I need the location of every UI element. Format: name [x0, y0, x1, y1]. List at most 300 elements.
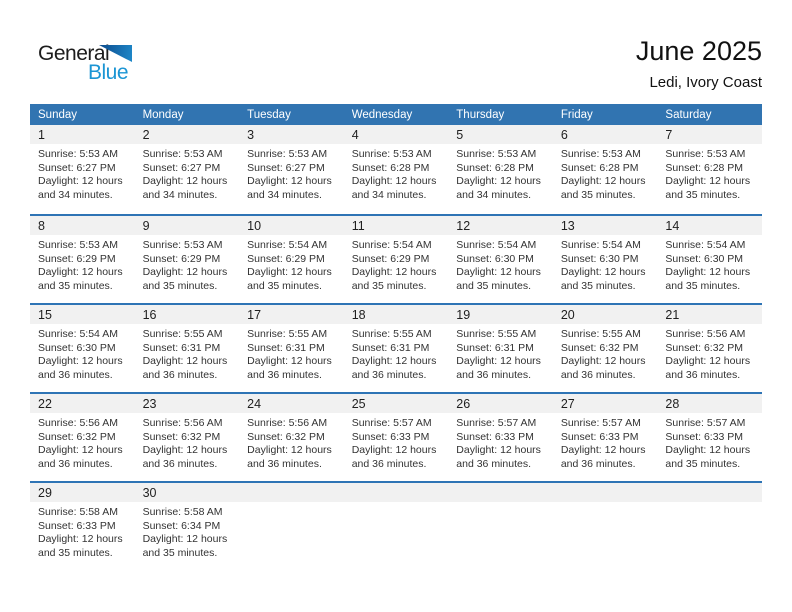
day-number: 27	[560, 397, 575, 411]
sunset-label: Sunset:	[142, 341, 179, 354]
weeks-container	[30, 125, 762, 570]
sunrise-label: Sunrise:	[351, 328, 391, 340]
sunrise-line	[143, 417, 232, 431]
sunrise-value: 5:55 AM	[393, 328, 432, 340]
day-info	[553, 413, 658, 471]
day-number: 19	[456, 308, 471, 322]
sunrise-value: 5:55 AM	[288, 328, 328, 340]
day-info	[448, 324, 553, 382]
sunrise-line	[143, 148, 232, 162]
day-number-band	[448, 125, 553, 144]
daylight-value: 12 hours and 35 minutes.	[38, 266, 123, 292]
daylight-label: Daylight:	[247, 355, 288, 367]
daylight-value: 12 hours and 35 minutes.	[456, 266, 541, 292]
sunrise-value: 5:53 AM	[79, 239, 118, 251]
calendar-table	[30, 104, 762, 570]
daylight-label: Daylight:	[142, 175, 184, 187]
day-info	[135, 235, 240, 293]
day-info	[344, 413, 449, 471]
day-cell-9	[135, 216, 240, 303]
sunrise-line	[352, 417, 441, 431]
sunset-line	[352, 253, 441, 267]
sunrise-line	[561, 417, 650, 431]
day-info	[30, 502, 135, 560]
day-cell-20	[553, 305, 658, 392]
sunrise-label: Sunrise:	[38, 239, 77, 251]
sunrise-value: 5:54 AM	[79, 328, 118, 340]
day-info	[657, 413, 762, 471]
sunset-label: Sunset:	[560, 161, 597, 174]
day-number: 16	[142, 308, 157, 322]
sunset-label: Sunset:	[142, 519, 179, 532]
sunset-line	[38, 520, 127, 534]
weekday-header-thursday: Thursday	[456, 108, 505, 121]
sunrise-label: Sunrise:	[665, 148, 704, 160]
weekday-header-monday: Monday	[142, 108, 184, 121]
day-info	[657, 235, 762, 293]
sunrise-line	[143, 239, 232, 253]
sunset-label: Sunset:	[560, 341, 597, 354]
day-number: 28	[665, 397, 680, 411]
sunset-value: 6:31 PM	[285, 341, 325, 354]
day-cell-26	[448, 394, 553, 481]
weekday-header-tuesday: Tuesday	[247, 108, 291, 121]
daylight-value: 12 hours and 34 minutes.	[351, 175, 437, 201]
sunrise-label: Sunrise:	[351, 148, 391, 160]
day-number-band	[30, 125, 135, 144]
sunrise-label: Sunrise:	[665, 417, 704, 429]
sunset-label: Sunset:	[665, 430, 702, 443]
sunrise-label: Sunrise:	[247, 417, 286, 429]
daylight-value: 12 hours and 36 minutes.	[560, 355, 646, 381]
sunrise-value: 5:56 AM	[288, 417, 328, 429]
sunset-label: Sunset:	[38, 252, 74, 265]
sunset-line	[665, 342, 754, 356]
sunset-value: 6:30 PM	[494, 252, 534, 265]
day-number: 23	[142, 397, 157, 411]
day-number-band	[239, 394, 344, 413]
sunset-line	[561, 342, 650, 356]
sunrise-line	[665, 239, 754, 253]
day-number: 6	[560, 128, 568, 142]
daylight-line	[665, 266, 754, 293]
daylight-label: Daylight:	[456, 175, 498, 187]
daylight-value: 12 hours and 34 minutes.	[456, 175, 541, 201]
sunset-value: 6:29 PM	[76, 252, 116, 265]
day-number: 7	[665, 128, 673, 142]
sunrise-value: 5:53 AM	[79, 148, 118, 160]
daylight-value: 12 hours and 35 minutes.	[665, 266, 751, 292]
sunrise-label: Sunrise:	[351, 417, 391, 429]
daylight-line	[143, 444, 232, 471]
logo-text-general: General	[38, 42, 110, 65]
sunrise-label: Sunrise:	[665, 328, 704, 340]
sunrise-label: Sunrise:	[456, 239, 495, 251]
sunrise-value: 5:56 AM	[79, 417, 118, 429]
day-number-band	[30, 394, 135, 413]
sunrise-label: Sunrise:	[456, 417, 495, 429]
day-number: 22	[38, 397, 52, 411]
daylight-line	[561, 355, 650, 382]
sunrise-value: 5:53 AM	[497, 148, 537, 160]
daylight-label: Daylight:	[247, 175, 288, 187]
sunset-line	[665, 431, 754, 445]
sunset-label: Sunset:	[351, 341, 388, 354]
day-number-band	[239, 125, 344, 144]
day-info	[448, 413, 553, 471]
day-number-band	[344, 394, 449, 413]
sunrise-label: Sunrise:	[247, 239, 286, 251]
sunrise-value: 5:58 AM	[79, 506, 118, 518]
sunset-line	[561, 253, 650, 267]
sunset-label: Sunset:	[142, 430, 179, 443]
daylight-label: Daylight:	[142, 533, 184, 545]
day-info	[448, 144, 553, 202]
day-cell-1	[30, 125, 135, 214]
sunset-label: Sunset:	[247, 430, 283, 443]
sunset-line	[143, 431, 232, 445]
daylight-line	[561, 175, 650, 202]
daylight-value: 12 hours and 34 minutes.	[142, 175, 228, 201]
sunrise-value: 5:54 AM	[602, 239, 641, 251]
daylight-value: 12 hours and 34 minutes.	[38, 175, 123, 201]
day-cell-28	[657, 394, 762, 481]
sunrise-label: Sunrise:	[560, 417, 600, 429]
sunset-line	[247, 342, 336, 356]
sunset-line	[38, 162, 127, 176]
daylight-line	[352, 355, 441, 382]
sunrise-label: Sunrise:	[560, 239, 600, 251]
day-cell-empty	[553, 483, 658, 570]
sunset-label: Sunset:	[351, 430, 388, 443]
sunrise-line	[352, 239, 441, 253]
daylight-value: 12 hours and 35 minutes.	[142, 533, 228, 559]
daylight-line	[352, 444, 441, 471]
sunrise-value: 5:53 AM	[706, 148, 746, 160]
sunrise-label: Sunrise:	[38, 506, 77, 518]
daylight-label: Daylight:	[456, 355, 498, 367]
sunset-label: Sunset:	[456, 341, 492, 354]
day-cell-22	[30, 394, 135, 481]
daylight-line	[247, 266, 336, 293]
day-cell-13	[553, 216, 658, 303]
day-info	[553, 235, 658, 293]
daylight-value: 12 hours and 36 minutes.	[351, 355, 437, 381]
sunrise-value: 5:56 AM	[184, 417, 223, 429]
day-info	[239, 235, 344, 293]
day-info	[553, 324, 658, 382]
daylight-label: Daylight:	[351, 444, 393, 456]
sunset-line	[247, 431, 336, 445]
sunset-value: 6:32 PM	[599, 341, 639, 354]
day-info	[135, 324, 240, 382]
sunset-label: Sunset:	[351, 161, 388, 174]
sunset-line	[665, 253, 754, 267]
sunset-label: Sunset:	[560, 430, 597, 443]
sunrise-line	[38, 328, 127, 342]
daylight-label: Daylight:	[247, 266, 288, 278]
sunset-value: 6:29 PM	[390, 252, 430, 265]
sunrise-line	[247, 239, 336, 253]
sunset-value: 6:30 PM	[76, 341, 116, 354]
daylight-line	[38, 355, 127, 382]
week-row-4	[30, 392, 762, 481]
sunset-line	[456, 162, 545, 176]
sunrise-line	[143, 506, 232, 520]
daylight-line	[143, 533, 232, 560]
day-cell-5	[448, 125, 553, 214]
weekday-header-wednesday: Wednesday	[351, 108, 413, 121]
sunrise-line	[561, 328, 650, 342]
sunrise-line	[247, 417, 336, 431]
day-cell-21	[657, 305, 762, 392]
day-number-band	[553, 483, 658, 502]
day-number: 29	[38, 486, 52, 500]
sunset-value: 6:32 PM	[181, 430, 221, 443]
day-info	[30, 144, 135, 202]
sunset-label: Sunset:	[247, 341, 283, 354]
day-cell-empty	[448, 483, 553, 570]
sunset-line	[561, 162, 650, 176]
sunrise-line	[247, 148, 336, 162]
sunrise-value: 5:54 AM	[497, 239, 537, 251]
logo-text-blue: Blue	[88, 61, 129, 84]
sunrise-line	[38, 417, 127, 431]
daylight-label: Daylight:	[665, 444, 707, 456]
sunset-line	[143, 520, 232, 534]
sunset-value: 6:30 PM	[703, 252, 744, 265]
day-number: 17	[247, 308, 262, 322]
sunset-value: 6:28 PM	[599, 161, 639, 174]
sunrise-label: Sunrise:	[560, 148, 600, 160]
sunrise-line	[665, 417, 754, 431]
daylight-line	[247, 444, 336, 471]
day-number-band	[553, 125, 658, 144]
daylight-label: Daylight:	[456, 444, 498, 456]
daylight-line	[352, 175, 441, 202]
sunset-label: Sunset:	[38, 341, 74, 354]
day-info	[30, 235, 135, 293]
daylight-value: 12 hours and 36 minutes.	[351, 444, 437, 470]
sunrise-line	[247, 328, 336, 342]
sunrise-label: Sunrise:	[142, 328, 182, 340]
day-info	[30, 324, 135, 382]
location-subtitle: Ledi, Ivory Coast	[649, 74, 762, 91]
sunset-line	[352, 162, 441, 176]
sunset-line	[38, 342, 127, 356]
day-number: 14	[665, 219, 680, 233]
day-cell-2	[135, 125, 240, 214]
weekday-header-row	[30, 104, 762, 125]
daylight-line	[38, 533, 127, 560]
day-number-band	[344, 216, 449, 235]
day-cell-4	[344, 125, 449, 214]
day-number-band	[553, 305, 658, 324]
sunrise-line	[352, 148, 441, 162]
week-row-3	[30, 303, 762, 392]
sunset-label: Sunset:	[665, 252, 702, 265]
day-info	[448, 235, 553, 293]
sunset-label: Sunset:	[351, 252, 388, 265]
sunset-label: Sunset:	[142, 252, 179, 265]
sunset-line	[143, 253, 232, 267]
sunset-label: Sunset:	[38, 161, 74, 174]
sunset-value: 6:33 PM	[599, 430, 639, 443]
day-number: 4	[351, 128, 359, 142]
day-number-band	[30, 483, 135, 502]
day-number-band	[30, 305, 135, 324]
day-number: 26	[456, 397, 471, 411]
daylight-label: Daylight:	[560, 175, 602, 187]
sunset-value: 6:34 PM	[181, 519, 221, 532]
daylight-label: Daylight:	[38, 175, 79, 187]
daylight-line	[665, 175, 754, 202]
day-cell-6	[553, 125, 658, 214]
daylight-value: 12 hours and 36 minutes.	[38, 444, 123, 470]
day-number-band	[30, 216, 135, 235]
sunset-line	[352, 342, 441, 356]
sunrise-label: Sunrise:	[142, 239, 182, 251]
daylight-line	[665, 444, 754, 471]
day-number: 3	[247, 128, 255, 142]
daylight-label: Daylight:	[665, 266, 707, 278]
daylight-line	[247, 355, 336, 382]
sunrise-label: Sunrise:	[665, 239, 704, 251]
day-number: 11	[351, 219, 365, 233]
daylight-value: 12 hours and 36 minutes.	[665, 355, 751, 381]
sunset-value: 6:32 PM	[703, 341, 744, 354]
sunrise-value: 5:55 AM	[497, 328, 537, 340]
sunset-line	[247, 162, 336, 176]
sunset-label: Sunset:	[665, 341, 702, 354]
sunset-label: Sunset:	[142, 161, 179, 174]
day-info	[135, 144, 240, 202]
sunset-label: Sunset:	[560, 252, 597, 265]
sunset-value: 6:27 PM	[181, 161, 221, 174]
daylight-label: Daylight:	[247, 444, 288, 456]
day-cell-10	[239, 216, 344, 303]
sunset-value: 6:32 PM	[76, 430, 116, 443]
daylight-label: Daylight:	[38, 266, 79, 278]
day-cell-14	[657, 216, 762, 303]
sunset-value: 6:28 PM	[703, 161, 744, 174]
daylight-label: Daylight:	[665, 175, 707, 187]
daylight-line	[38, 266, 127, 293]
sunset-line	[143, 342, 232, 356]
day-number-band	[239, 305, 344, 324]
sunset-label: Sunset:	[38, 519, 74, 532]
sunset-label: Sunset:	[247, 252, 283, 265]
day-number: 9	[142, 219, 150, 233]
daylight-line	[665, 355, 754, 382]
day-number-band	[448, 305, 553, 324]
daylight-label: Daylight:	[560, 266, 602, 278]
day-number: 24	[247, 397, 262, 411]
daylight-line	[352, 266, 441, 293]
daylight-value: 12 hours and 35 minutes.	[247, 266, 332, 292]
sunset-value: 6:31 PM	[494, 341, 534, 354]
sunset-value: 6:28 PM	[390, 161, 430, 174]
daylight-label: Daylight:	[351, 266, 393, 278]
daylight-value: 12 hours and 36 minutes.	[456, 444, 541, 470]
sunrise-line	[456, 148, 545, 162]
sunrise-line	[665, 328, 754, 342]
day-number: 2	[142, 128, 150, 142]
day-info	[239, 413, 344, 471]
day-number: 12	[456, 219, 471, 233]
daylight-line	[456, 266, 545, 293]
sunrise-label: Sunrise:	[456, 148, 495, 160]
sunset-value: 6:27 PM	[76, 161, 116, 174]
sunset-value: 6:33 PM	[390, 430, 430, 443]
day-cell-empty	[657, 483, 762, 570]
sunset-label: Sunset:	[38, 430, 74, 443]
daylight-line	[561, 266, 650, 293]
sunset-line	[456, 342, 545, 356]
day-cell-27	[553, 394, 658, 481]
daylight-value: 12 hours and 35 minutes.	[38, 533, 123, 559]
sunrise-label: Sunrise:	[247, 328, 286, 340]
daylight-label: Daylight:	[38, 355, 79, 367]
daylight-value: 12 hours and 35 minutes.	[560, 175, 646, 201]
sunrise-label: Sunrise:	[38, 328, 77, 340]
daylight-line	[456, 444, 545, 471]
day-number-band	[657, 394, 762, 413]
day-number-band	[239, 483, 344, 502]
daylight-label: Daylight:	[142, 266, 184, 278]
sunrise-value: 5:57 AM	[602, 417, 641, 429]
daylight-label: Daylight:	[456, 266, 498, 278]
daylight-label: Daylight:	[38, 533, 79, 545]
day-cell-29	[30, 483, 135, 570]
week-row-2	[30, 214, 762, 303]
day-cell-3	[239, 125, 344, 214]
sunrise-line	[143, 328, 232, 342]
sunrise-line	[561, 148, 650, 162]
sunrise-value: 5:57 AM	[497, 417, 537, 429]
day-number: 10	[247, 219, 262, 233]
day-number-band	[448, 216, 553, 235]
daylight-value: 12 hours and 35 minutes.	[665, 444, 751, 470]
sunset-value: 6:28 PM	[494, 161, 534, 174]
weekday-header-friday: Friday	[560, 108, 593, 121]
sunset-line	[38, 431, 127, 445]
sunrise-value: 5:53 AM	[393, 148, 432, 160]
logo	[38, 42, 178, 85]
week-row-5	[30, 481, 762, 570]
daylight-value: 12 hours and 35 minutes.	[560, 266, 646, 292]
day-number-band	[344, 125, 449, 144]
day-number-band	[657, 216, 762, 235]
day-cell-24	[239, 394, 344, 481]
sunrise-line	[456, 417, 545, 431]
day-info	[344, 324, 449, 382]
day-number: 13	[560, 219, 575, 233]
sunrise-line	[665, 148, 754, 162]
day-cell-8	[30, 216, 135, 303]
day-cell-25	[344, 394, 449, 481]
day-number-band	[344, 305, 449, 324]
day-number-band	[448, 483, 553, 502]
daylight-label: Daylight:	[142, 355, 184, 367]
day-number: 20	[560, 308, 575, 322]
day-cell-19	[448, 305, 553, 392]
day-cell-empty	[344, 483, 449, 570]
sunrise-value: 5:54 AM	[288, 239, 328, 251]
daylight-label: Daylight:	[560, 444, 602, 456]
sunset-label: Sunset:	[247, 161, 283, 174]
day-cell-11	[344, 216, 449, 303]
